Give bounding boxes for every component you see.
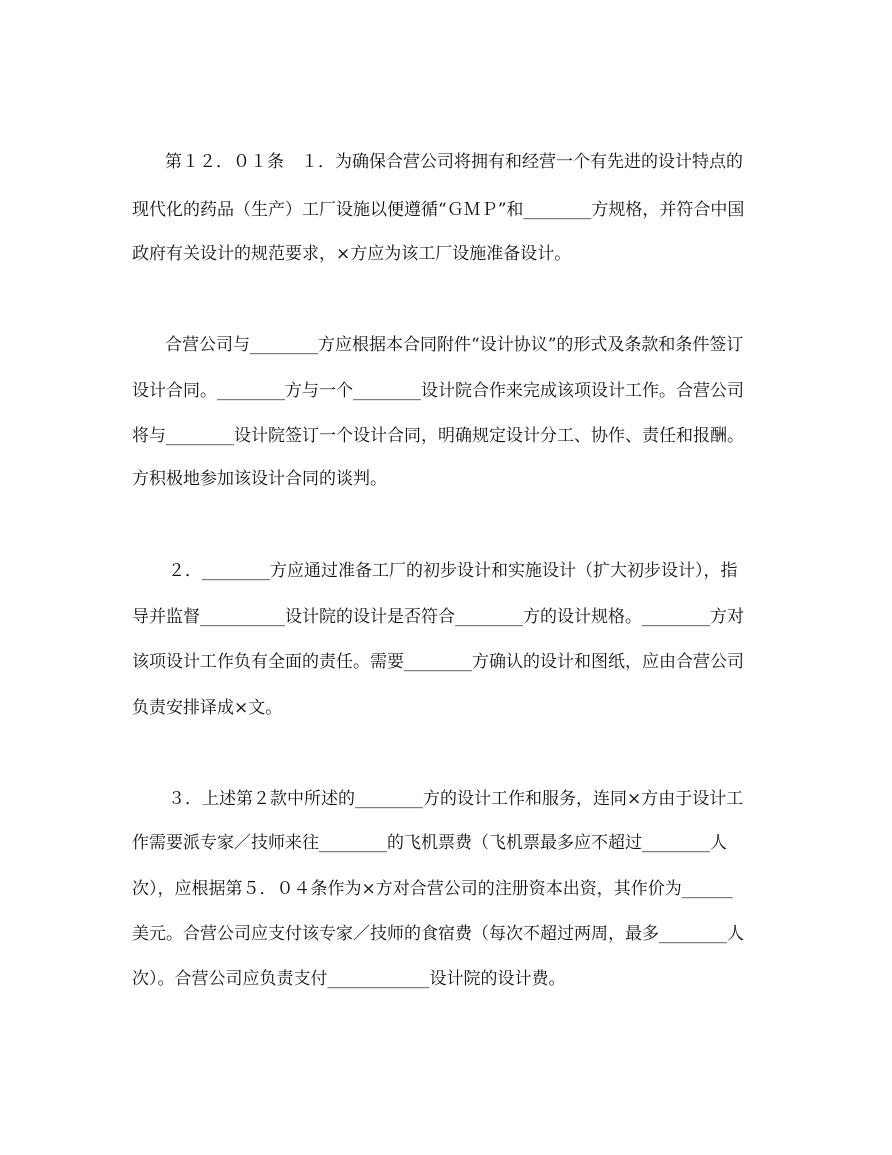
paragraph-3-line-4: 负责安排译成×文。	[132, 698, 283, 718]
paragraph-2-line-3: 将与________设计院签订一个设计合同，明确规定设计分工、协作、责任和报酬。	[132, 426, 744, 446]
paragraph-4-line-4: 美元。合营公司应支付该专家／技师的食宿费（每次不超过两周，最多________人	[132, 924, 744, 944]
paragraph-4-line-2: 作需要派专家／技师来往________的飞机票费（飞机票最多应不超过________人	[132, 833, 727, 853]
paragraph-2-line-4: 方积极地参加该设计合同的谈判。	[132, 469, 387, 489]
paragraph-3-line-2: 导并监督__________设计院的设计是否符合________方的设计规格。________方对	[132, 607, 744, 627]
paragraph-1-line-2: 现代化的药品（生产）工厂设施以便遵循“ＧＭＰ”和________方规格，并符合中国	[132, 200, 745, 220]
paragraph-2-line-1: 合营公司与________方应根据本合同附件“设计协议”的形式及条款和条件签订	[165, 335, 744, 355]
paragraph-4-line-1: ３．上述第２款中所述的________方的设计工作和服务，连同×方由于设计工	[168, 789, 744, 809]
paragraph-3-line-1: ２．________方应通过准备工厂的初步设计和实施设计（扩大初步设计），指	[168, 561, 738, 581]
paragraph-1-line-3: 政府有关设计的规范要求，×方应为该工厂设施准备设计。	[132, 244, 572, 264]
paragraph-1-line-1: 第１２．０１条 １．为确保合营公司将拥有和经营一个有先进的设计特点的	[165, 152, 743, 172]
paragraph-4-line-3: 次），应根据第５．０４条作为×方对合营公司的注册资本出资，其作价为______	[132, 879, 733, 899]
paragraph-3-line-3: 该项设计工作负有全面的责任。需要________方确认的设计和图纸，应由合营公司	[132, 652, 744, 672]
paragraph-4-line-5: 次）。合营公司应负责支付____________设计院的设计费。	[132, 969, 566, 989]
paragraph-2-line-2: 设计合同。________方与一个________设计院合作来完成该项设计工作。合营公司	[132, 381, 744, 401]
